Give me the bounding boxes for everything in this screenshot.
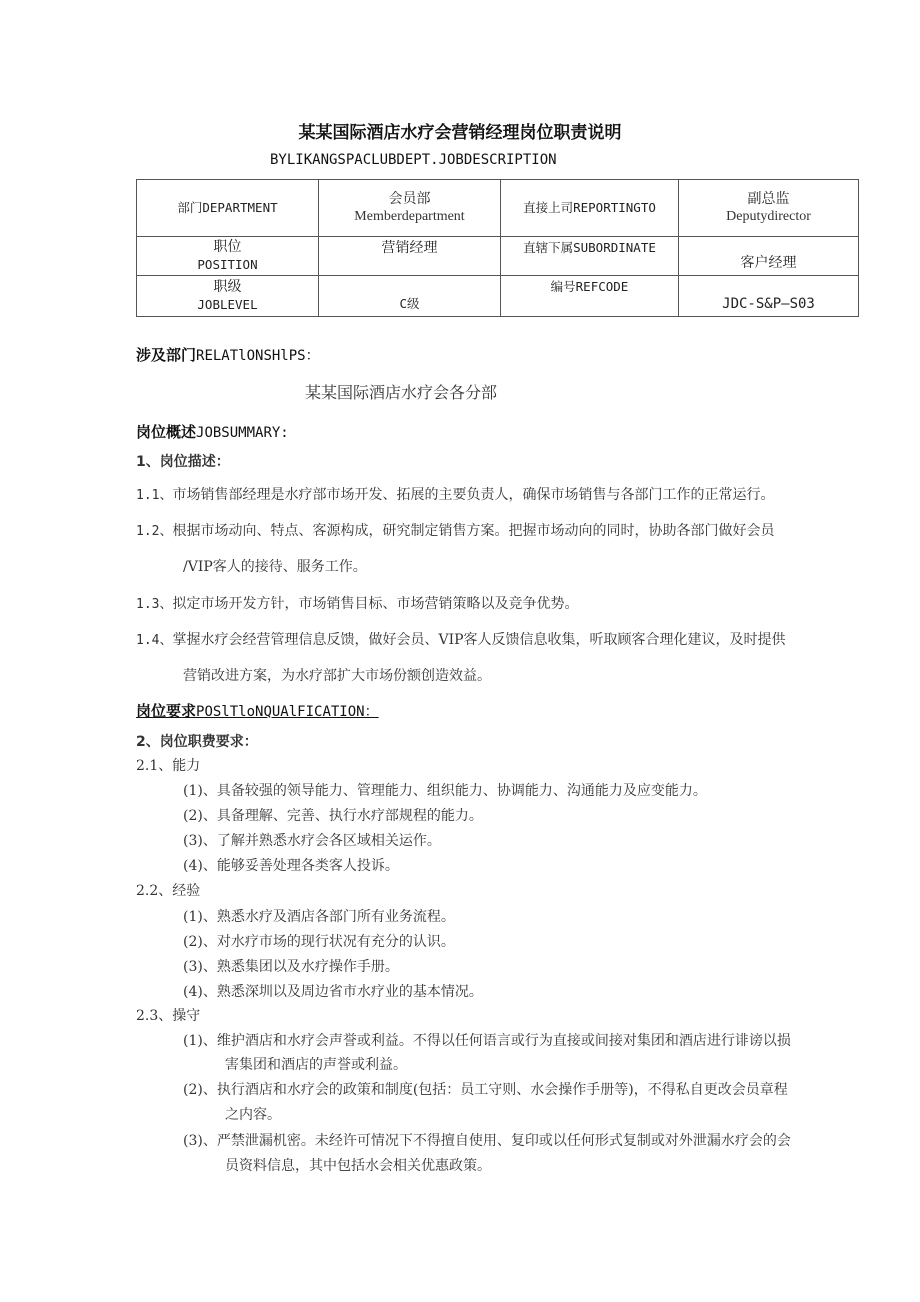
item-number: 1.3、 [136,597,173,612]
report-label-cell [501,180,679,237]
item-text: 根据市场动向、特点、客源构成，研究制定销售方案。把握市场动向的同时，协助各部门做好会员 [172,523,775,539]
ability-label: 2.1、能力 [136,758,201,774]
dept-label-cell [137,180,319,237]
subordinate-value: 客户经理 [740,255,797,271]
item-number: (3)、 [183,1133,217,1149]
subordinate-value-cell [679,237,859,276]
item-text: 拟定市场开发方针，市场销售目标、市场营销策略以及竞争优势。 [172,596,579,612]
item-text: 执行酒店和水疗会的政策和制度(包括：员工守则、水会操作手册等)，不得私自更改会员章程 [216,1082,788,1098]
list-item: (2)、对水疗市场的现行状况有充分的认识。 [183,934,455,950]
list-item [183,1079,788,1099]
subordinate-label-cell [501,237,679,276]
refcode-label-cell [501,276,679,317]
dept-value-cn: 会员部 [388,191,431,207]
list-item: (3)、了解并熟悉水疗会各区域相关运作。 [183,833,441,849]
list-item: (3)、熟悉集团以及水疗操作手册。 [183,959,399,975]
summary-heading [136,421,289,442]
position-label-cn: 职位 [213,239,242,255]
table-row [137,237,859,276]
item-text: 市场销售部经理是水疗部市场开发、拓展的主要负责人，确保市场销售与各部门工作的正常运行。 [172,487,775,503]
item-continuation: /VIP客人的接待、服务工作。 [183,559,367,575]
experience-label: 2.2、经验 [136,883,201,899]
refcode-label: 编号REFCODE [550,279,629,294]
qualification-heading-en: POSlTloNQUAlFICATION： [196,704,379,720]
item-number: (2)、 [183,1082,217,1098]
item-continuation: 员资料信息，其中包括水会相关优惠政策。 [225,1158,491,1174]
dept-label: 部门DEPARTMENT [177,199,278,215]
list-item [183,1030,791,1050]
list-item: (1)、熟悉水疗及酒店各部门所有业务流程。 [183,909,455,925]
list-item: (4)、熟悉深圳以及周边省市水疗业的基本情况。 [183,984,483,1000]
report-value-cell [679,180,859,237]
item-continuation: 之内容。 [225,1107,281,1123]
qualification-subheading: 2、岗位职费要求： [136,734,258,750]
list-item [136,593,578,613]
relationships-heading-en: RELATlONSHlPS： [196,348,320,364]
item-number: 1.2、 [136,524,173,539]
item-text: 维护酒店和水疗会声誉或利益。不得以任何语言或行为直接或间接对集团和酒店进行诽谤以损 [216,1033,791,1049]
position-label-en: POSITION [197,257,258,272]
item-continuation: 害集团和酒店的声誉或利益。 [225,1057,407,1073]
dept-value-cell [319,180,501,237]
table-row [137,276,859,317]
summary-subheading: 1、岗位描述： [136,454,230,470]
item-number: 1.4、 [136,633,173,648]
list-item [183,1130,791,1150]
refcode-value: JDC-S&P—S03 [722,296,815,312]
level-value-cell [319,276,501,317]
summary-heading-en: JOBSUMMARY: [196,425,289,441]
level-label-cn: 职级 [213,279,242,295]
conduct-label: 2.3、操守 [136,1008,201,1024]
report-value-en: Deputydirector [726,209,811,224]
item-text: 掌握水疗会经营管理信息反馈，做好会员、VIP客人反馈信息收集，听取顾客合理化建议，及时提供 [172,632,786,648]
dept-value-en: Memberdepartment [354,209,465,224]
position-value: 营销经理 [381,240,438,256]
level-label-cell [137,276,319,317]
subordinate-label: 直辖下属SUBORDINATE [523,240,656,255]
level-label-en: JOBLEVEL [197,297,258,312]
list-item [136,484,774,504]
list-item: (1)、具备较强的领导能力、管理能力、组织能力、协调能力、沟通能力及应变能力。 [183,783,707,799]
job-info-table [136,179,859,317]
relationships-value: 某某国际酒店水疗会各分部 [305,383,498,402]
item-text: 严禁泄漏机密。未经许可情况下不得擅自使用、复印或以任何形式复制或对外泄漏水疗会的会 [216,1133,791,1149]
list-item: (2)、具备理解、完善、执行水疗部规程的能力。 [183,808,483,824]
report-label: 直接上司REPORTINGTO [523,199,656,215]
refcode-value-cell [679,276,859,317]
qualification-heading [136,700,379,721]
position-label-cell [137,237,319,276]
qualification-heading-cn: 岗位要求 [136,702,197,720]
document-title: 某某国际酒店水疗会营销经理岗位职责说明 [298,123,622,143]
table-row [137,180,859,237]
item-number: (1)、 [183,1033,217,1049]
item-number: 1.1、 [136,488,173,503]
relationships-heading-cn: 涉及部门 [136,346,197,364]
list-item [136,520,774,540]
list-item [136,629,786,649]
position-value-cell [319,237,501,276]
summary-heading-cn: 岗位概述 [136,423,197,441]
level-value: C级 [399,296,420,311]
relationships-heading [136,344,320,365]
document-subtitle: BYLIKANGSPACLUBDEPT.JOBDESCRIPTION [270,152,557,168]
report-value-cn: 副总监 [747,191,790,207]
item-continuation: 营销改进方案，为水疗部扩大市场份额创造效益。 [183,668,491,684]
list-item: (4)、能够妥善处理各类客人投诉。 [183,858,399,874]
